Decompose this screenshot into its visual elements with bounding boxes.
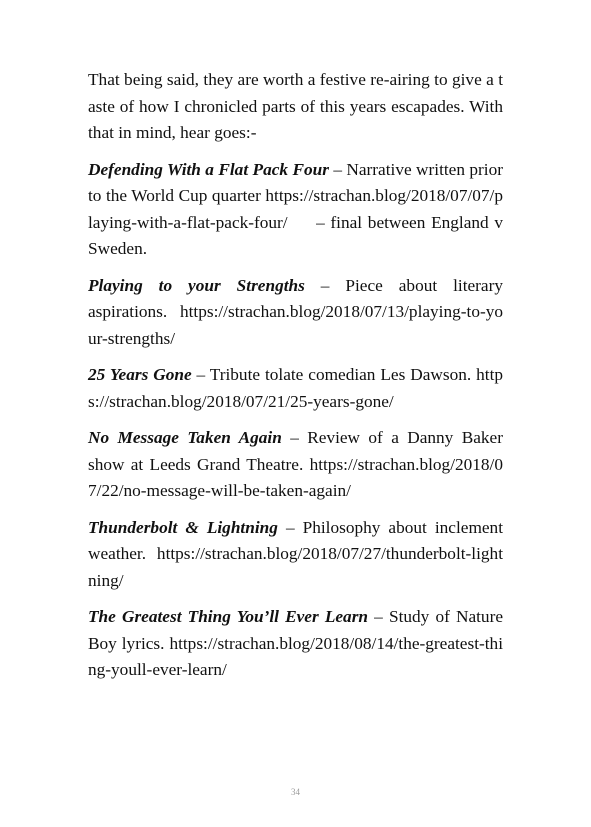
- entry-no-message-taken-again: [88, 425, 503, 505]
- entry-title: Playing to your Strengths: [88, 275, 305, 295]
- entry-description: – Study of Nature Boy lyrics.: [88, 607, 503, 653]
- entry-link[interactable]: https://strachan.blog/2018/07/13/playing-to-your-strengths/: [88, 302, 503, 348]
- entry-description: – Review of a Danny Baker show at Leeds Grand Theatre.: [88, 428, 503, 474]
- page-body: [88, 67, 508, 694]
- entry-description: – Piece about literary aspirations.: [88, 275, 504, 321]
- entry-thunderbolt-lightning: [88, 515, 503, 595]
- entry-greatest-thing: [88, 604, 503, 684]
- entry-25-years-gone: [88, 362, 503, 415]
- entry-link[interactable]: https://strachan.blog/2018/07/27/thunderbolt-lightning/: [88, 544, 503, 590]
- entry-link[interactable]: https://strachan.blog/2018/08/14/the-greatest-thing-youll-ever-learn/: [88, 633, 503, 679]
- entry-playing-to-your-strengths: [88, 273, 503, 353]
- page-number: 34: [291, 787, 300, 797]
- entry-description: – Philosophy about inclement weather.: [88, 517, 503, 563]
- entry-title: Defending With a Flat Pack Four: [88, 159, 329, 179]
- entry-title: 25 Years Gone: [88, 365, 192, 384]
- entry-title: Thunderbolt & Lightning: [88, 517, 278, 537]
- entry-description: – Narrative written prior to the World Cup quarter: [88, 159, 503, 205]
- entry-title: No Message Taken Again: [88, 428, 282, 447]
- entry-description: – Tribute tolate comedian Les Dawson.: [191, 365, 477, 384]
- entry-flat-pack-four: [88, 157, 508, 263]
- entry-link[interactable]: https://strachan.blog/2018/07/07/playing-with-a-flat-pack-four/: [88, 186, 503, 232]
- intro-paragraph: That being said, they are worth a festive re-airing to give a taste of how I chronicled parts of this years escapades. With that in mind, hear goes:-: [88, 70, 503, 142]
- entry-tail: – final between England v Sweden.: [88, 212, 508, 258]
- entry-title: The Greatest Thing You’ll Ever Learn: [88, 607, 369, 626]
- entry-link[interactable]: https://strachan.blog/2018/07/21/25-years-gone/: [88, 365, 504, 411]
- entry-link[interactable]: https://strachan.blog/2018/07/22/no-message-will-be-taken-again/: [88, 454, 503, 500]
